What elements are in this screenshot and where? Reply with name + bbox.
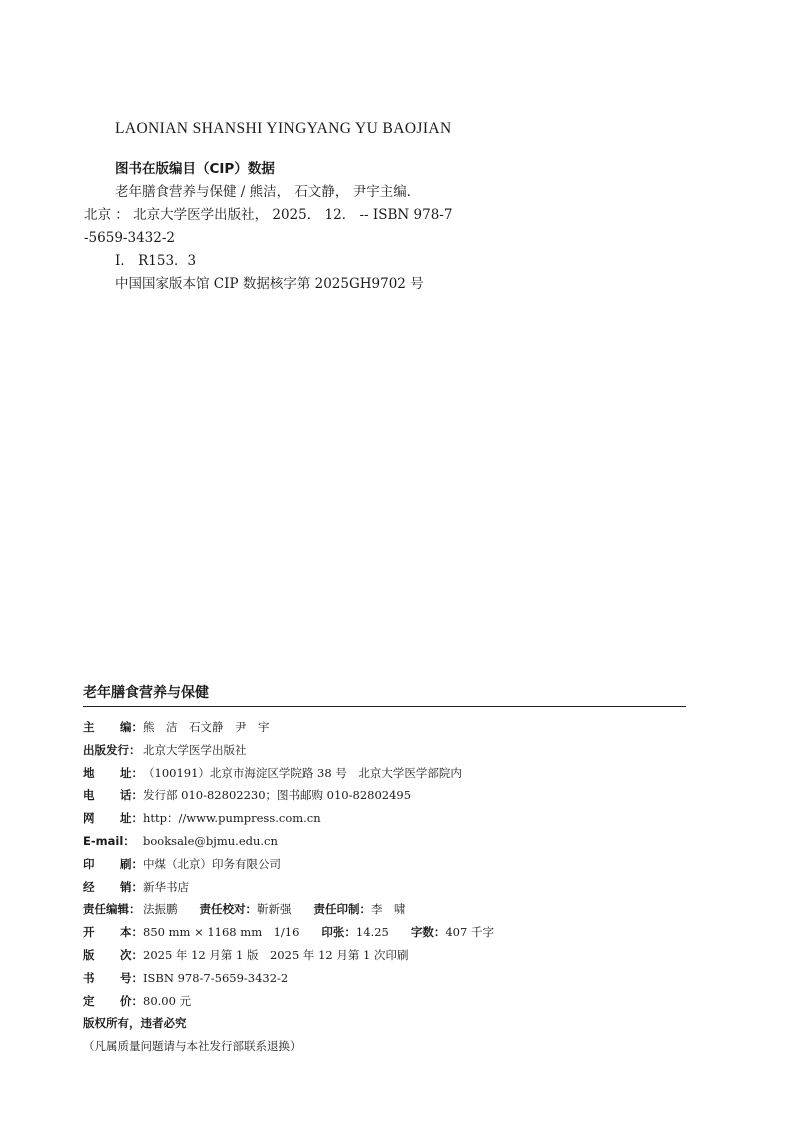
label-editors: 主 编： bbox=[83, 720, 143, 734]
label-price: 定 价： bbox=[83, 993, 143, 1008]
label-word-count: 字数： bbox=[410, 925, 446, 940]
value-website: http：//www.pumpress.com.cn bbox=[143, 811, 321, 826]
label-sheets: 印张： bbox=[321, 925, 356, 940]
label-printer: 印 刷： bbox=[83, 856, 143, 871]
colophon-row-distributor bbox=[83, 876, 686, 899]
label-responsible-editor: 责任编辑： bbox=[83, 902, 141, 917]
value-publisher: 北京大学医学出版社 bbox=[143, 742, 247, 757]
colophon-row-address bbox=[83, 762, 686, 785]
colophon-row-staff bbox=[83, 898, 686, 921]
label-email: E-mail： bbox=[83, 833, 135, 848]
colophon-row-publisher bbox=[83, 739, 686, 762]
value-price: 80.00 元 bbox=[143, 993, 192, 1008]
cip-line-isbn: -5659-3432-2 bbox=[84, 230, 175, 246]
colophon-row-price bbox=[83, 990, 686, 1013]
label-phone: 电 话： bbox=[83, 788, 143, 803]
colophon-row-editors bbox=[83, 716, 686, 739]
cip-data-block bbox=[84, 158, 504, 296]
colophon-row-phone bbox=[83, 784, 686, 807]
value-isbn: ISBN 978-7-5659-3432-2 bbox=[143, 970, 289, 985]
cip-line-classification: Ⅰ． R153．3 bbox=[115, 253, 197, 269]
label-format: 开 本： bbox=[83, 925, 143, 940]
value-address: （100191）北京市海淀区学院路 38 号 北京大学医学部院内 bbox=[143, 765, 462, 780]
cip-line-publisher: 北京 ： 北京大学医学出版社， 2025． 12． -- ISBN 978-7 bbox=[84, 207, 453, 223]
label-responsible-printing: 责任印制： bbox=[313, 902, 371, 917]
colophon-row-format bbox=[83, 921, 686, 944]
colophon bbox=[83, 682, 686, 1058]
cip-line-cip-number: 中国国家版本馆 CIP 数据核字第 2025GH9702 号 bbox=[115, 276, 424, 292]
value-responsible-printing: 李 啸 bbox=[371, 902, 406, 917]
value-phone: 发行部 010-82802230；图书邮购 010-82802495 bbox=[143, 788, 412, 803]
value-email: booksale@bjmu.edu.cn bbox=[143, 833, 278, 848]
value-responsible-editor: 法振鹏 bbox=[143, 902, 178, 917]
cip-line-title: 老年膳食营养与保健 / 熊洁， 石文静， 尹宇主编． bbox=[115, 184, 421, 200]
value-distributor: 新华书店 bbox=[143, 879, 189, 894]
label-edition: 版 次： bbox=[83, 947, 143, 962]
colophon-row-website bbox=[83, 807, 686, 830]
colophon-book-title: 老年膳食营养与保健 bbox=[83, 682, 686, 707]
label-publisher: 出版发行： bbox=[83, 742, 141, 757]
value-editors: 熊 洁 石文静 尹 宇 bbox=[143, 720, 270, 734]
value-edition: 2025 年 12 月第 1 版 2025 年 12 月第 1 次印刷 bbox=[143, 947, 409, 962]
value-printer: 中煤（北京）印务有限公司 bbox=[143, 856, 281, 871]
cip-heading: 图书在版编目（CIP）数据 bbox=[115, 161, 275, 177]
colophon-row-isbn bbox=[83, 967, 686, 990]
colophon-row-edition bbox=[83, 944, 686, 967]
label-website: 网 址： bbox=[83, 811, 143, 826]
label-isbn: 书 号： bbox=[83, 970, 143, 985]
pinyin-title: LAONIAN SHANSHI YINGYANG YU BAOJIAN bbox=[115, 120, 452, 137]
label-address: 地 址： bbox=[83, 765, 143, 780]
colophon-row-email bbox=[83, 830, 686, 853]
quality-note: （凡属质量问题请与本社发行部联系退换） bbox=[83, 1039, 302, 1054]
label-distributor: 经 销： bbox=[83, 879, 143, 894]
colophon-row-printer bbox=[83, 853, 686, 876]
value-word-count: 407 千字 bbox=[445, 925, 494, 940]
label-responsible-proofreader: 责任校对： bbox=[199, 902, 257, 917]
value-sheets: 14.25 bbox=[355, 925, 389, 940]
copyright-notice: 版权所有，违者必究 bbox=[83, 1016, 187, 1031]
value-format: 850 mm × 1168 mm 1/16 bbox=[143, 925, 300, 940]
value-responsible-proofreader: 靳新强 bbox=[257, 902, 292, 917]
